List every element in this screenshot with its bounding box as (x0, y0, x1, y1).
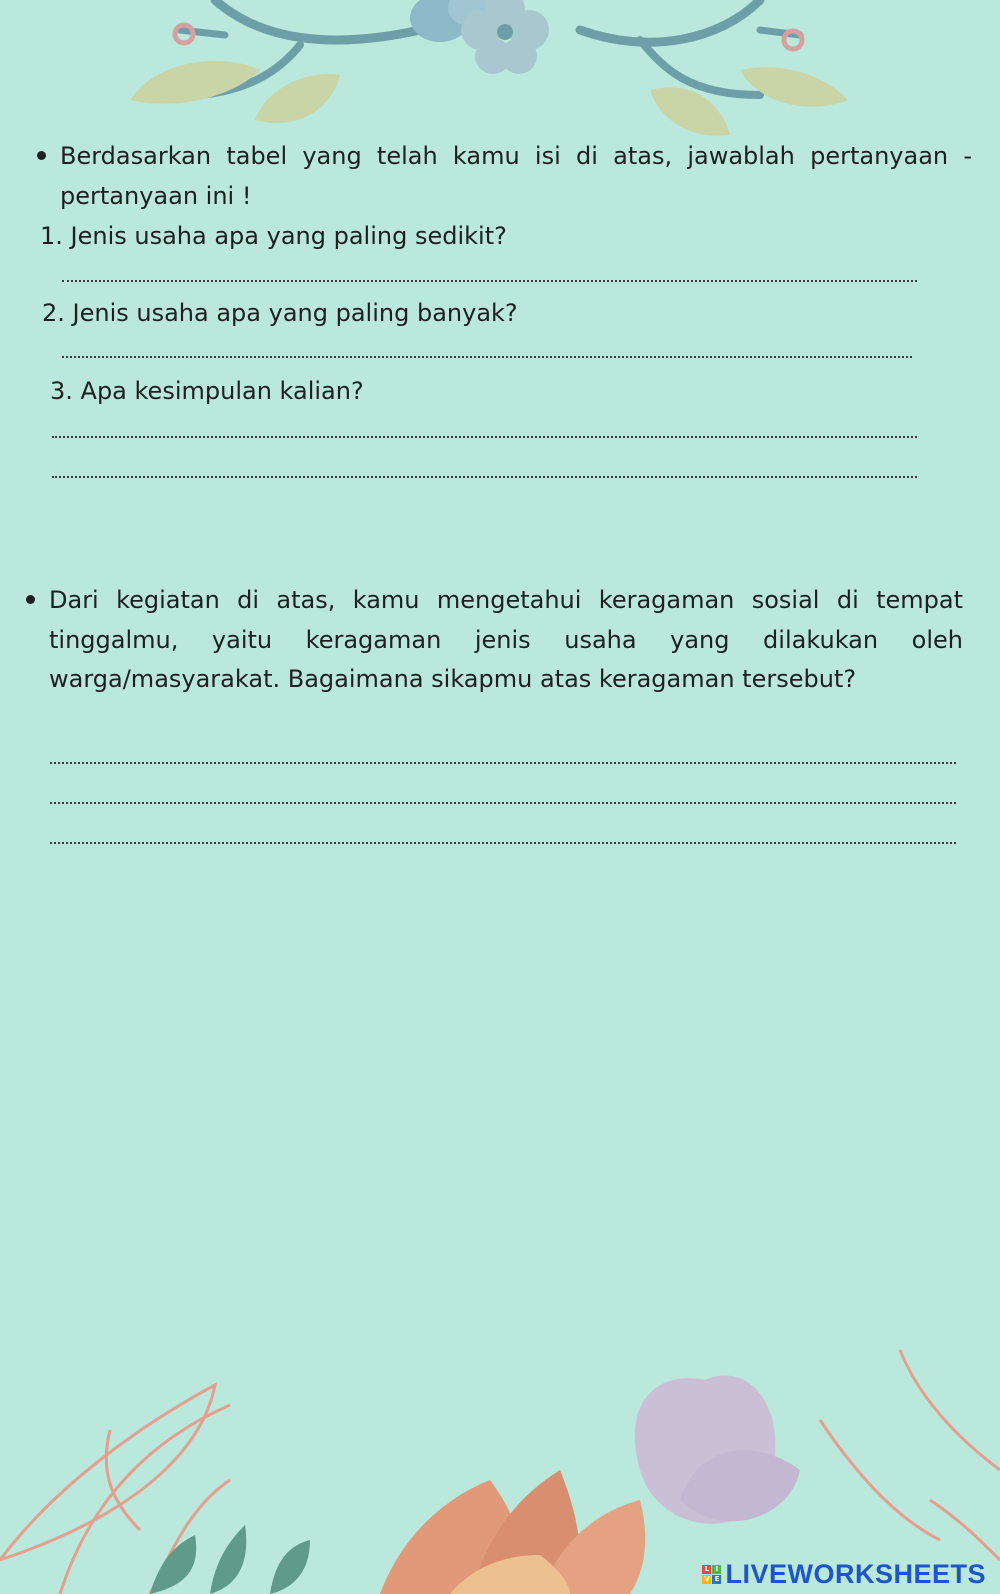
question-1: 1. Jenis usaha apa yang paling sedikit? (40, 222, 507, 250)
question-2: 2. Jenis usaha apa yang paling banyak? (42, 299, 518, 327)
answer-line-3a[interactable] (52, 436, 917, 438)
question-3: 3. Apa kesimpulan kalian? (50, 377, 364, 405)
answer-line-4a[interactable] (50, 762, 956, 764)
logo-grid-icon: L I V E (702, 1565, 721, 1584)
bullet-point (26, 595, 35, 604)
bullet-instruction (37, 137, 972, 216)
instruction-text: Berdasarkan tabel yang telah kamu isi di atas, jawablah pertanyaan - pertanyaan ini ! (60, 142, 972, 210)
answer-line-2[interactable] (62, 356, 912, 358)
brand-name: LIVEWORKSHEETS (725, 1559, 986, 1589)
liveworksheets-logo[interactable] (702, 1559, 986, 1590)
bullet-reflection (26, 581, 964, 700)
answer-line-1[interactable] (62, 280, 917, 282)
answer-line-4b[interactable] (50, 802, 956, 804)
top-floral-decoration (0, 0, 1000, 150)
reflection-question: Dari kegiatan di atas, kamu mengetahui keragaman sosial di tempat tinggalmu, yaitu keragaman jenis usaha yang dilakukan oleh warga/masyarakat. Bagaimana sikapmu atas keragaman tersebut? (49, 586, 963, 693)
bullet-point (37, 151, 46, 160)
answer-line-4c[interactable] (50, 842, 956, 844)
answer-line-3b[interactable] (52, 476, 917, 478)
